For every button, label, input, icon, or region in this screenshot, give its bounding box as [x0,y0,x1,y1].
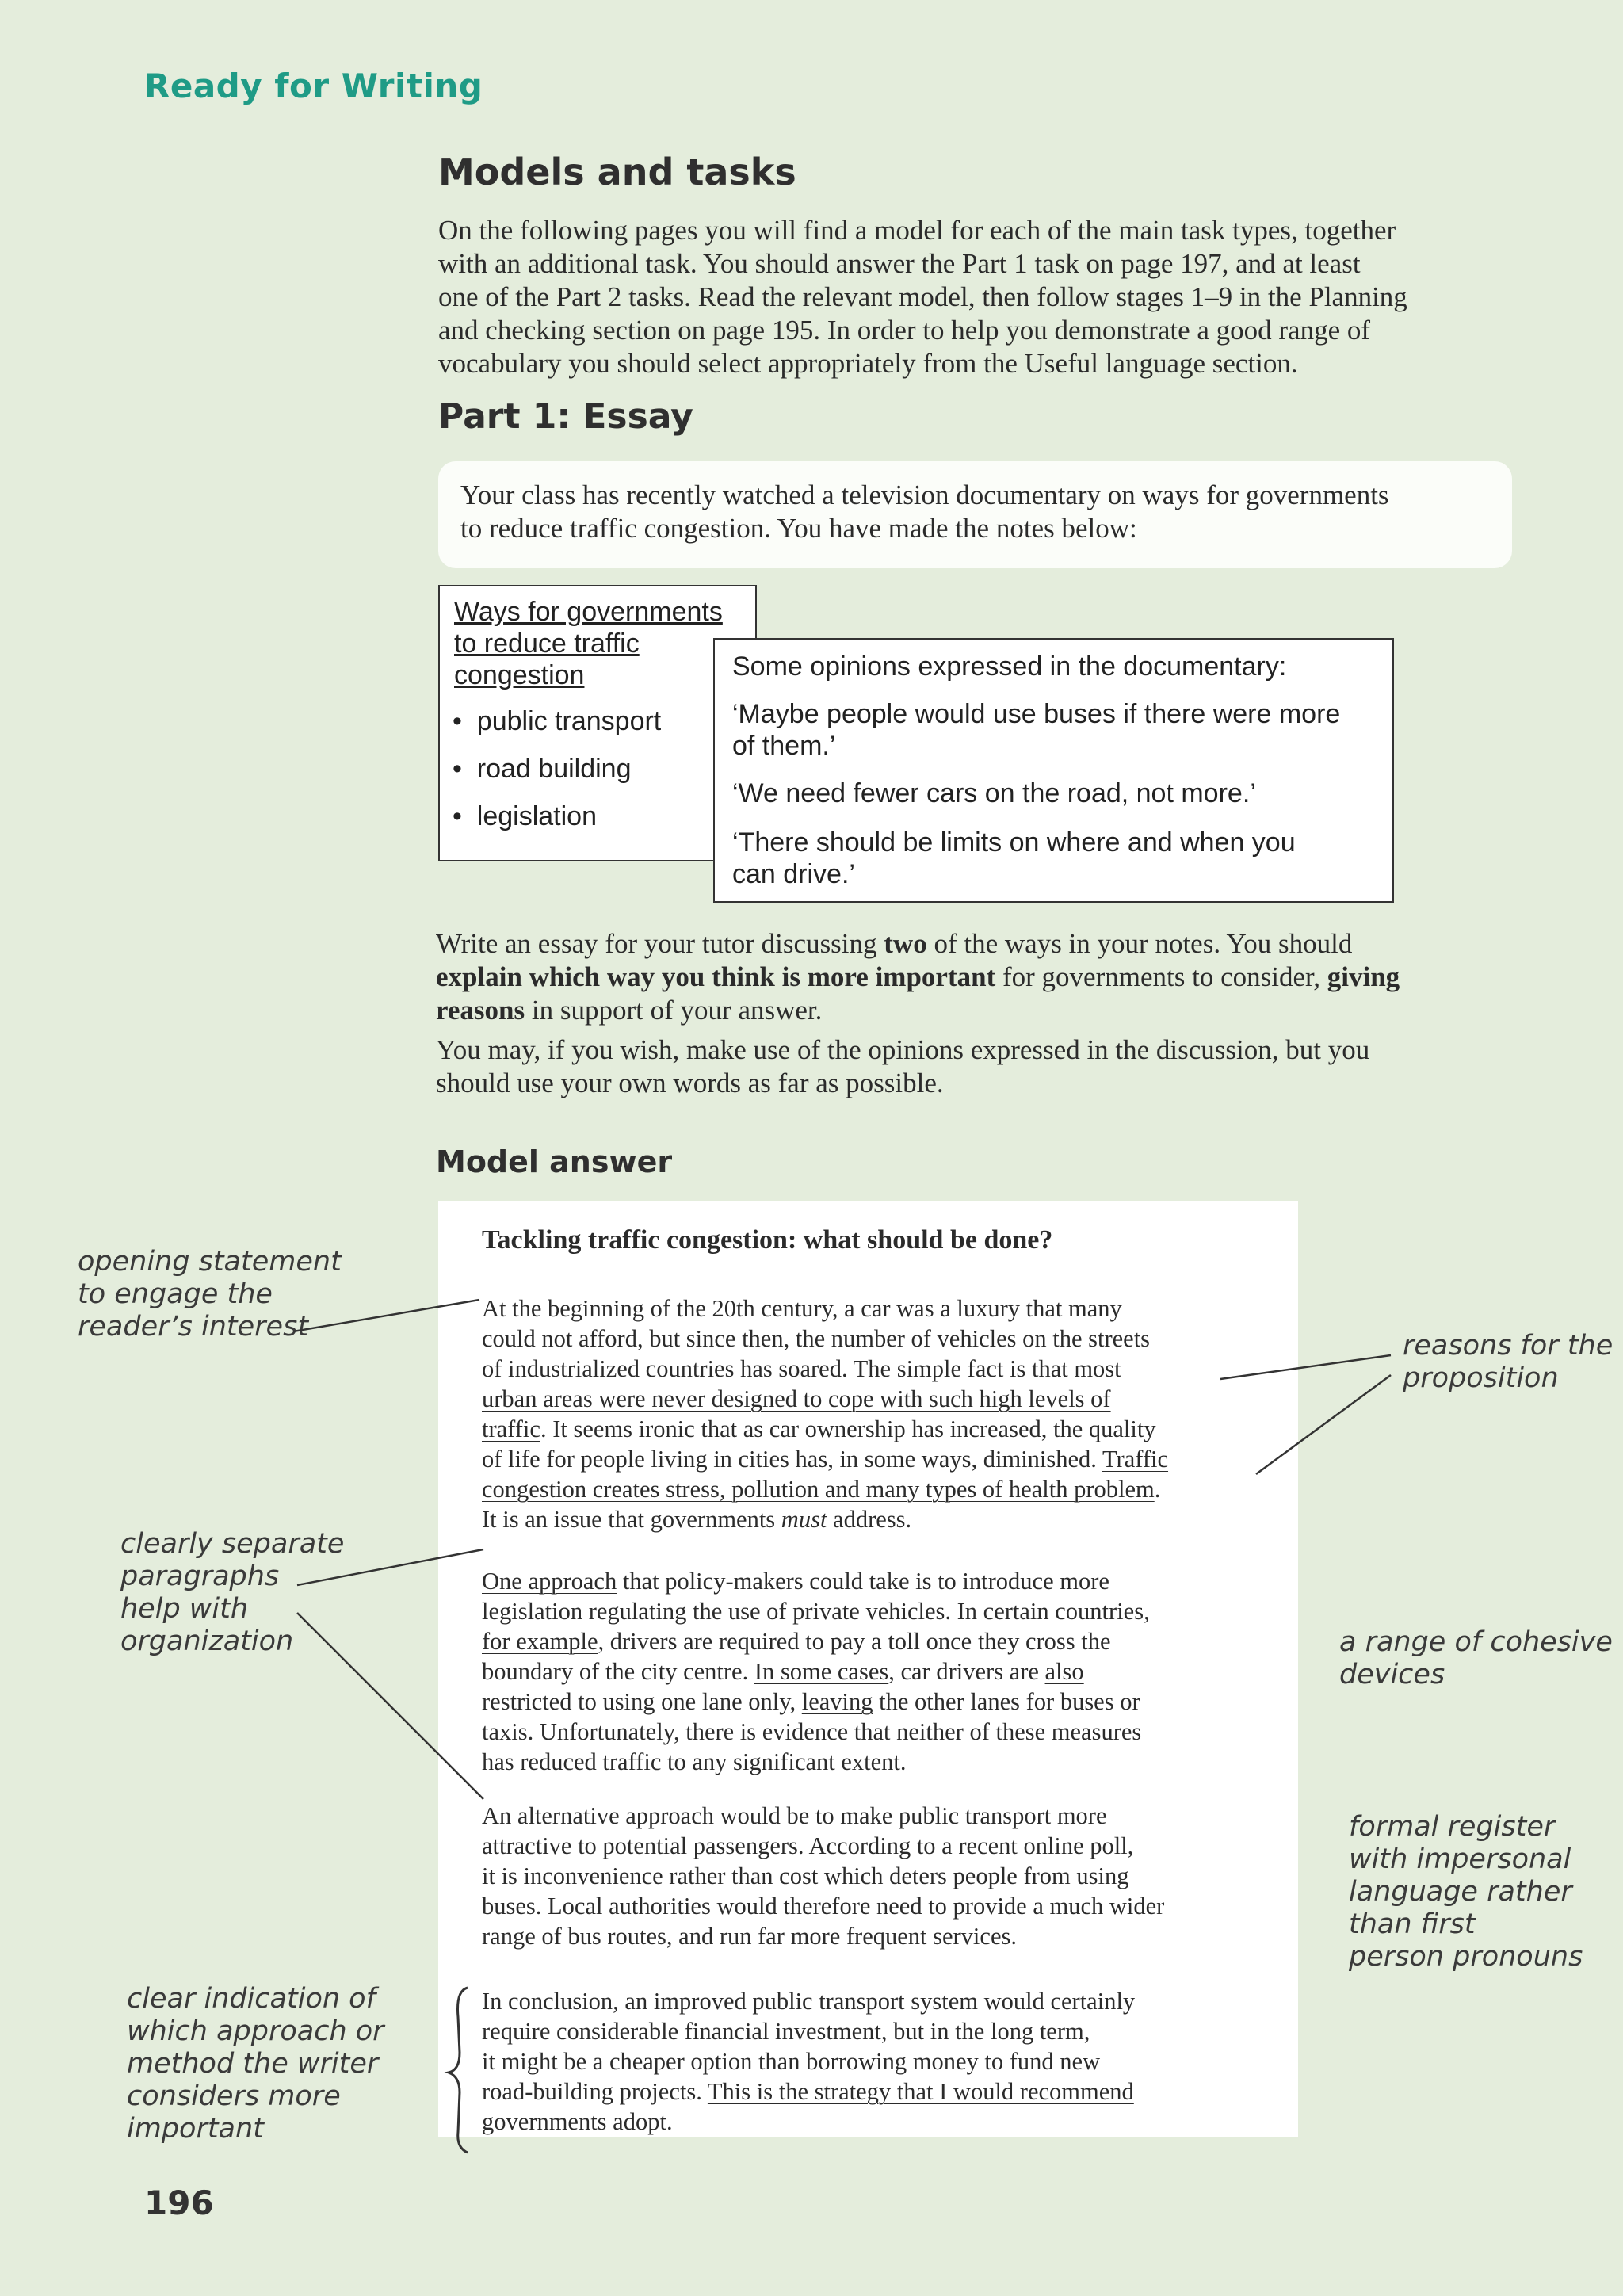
model-answer-heading: Model answer [436,1144,673,1179]
annotation-conclusion: clear indication of which approach or method the writer considers more important [127,1983,384,2145]
pointer-line-paragraphs-1 [297,1549,483,1585]
notes-heading-line: congestion [454,660,585,690]
opinions-heading: Some opinions expressed in the documentary: [732,651,1287,682]
essay-paragraph-3: An alternative approach would be to make public transport more attractive to potential passengers. According to a recent online poll, it is inconvenience rather than cost which deters people from using buses. Local authorities would therefore need to provide a much wider range of bus routes, and run far more frequent services. [482,1802,1165,1950]
annotation-opening-statement: opening statement to engage the reader’s interest [78,1246,342,1343]
models-heading: Models and tasks [438,151,796,193]
essay-title: Tackling traffic congestion: what should be done? [482,1225,1053,1255]
annotation-cohesive-devices: a range of cohesive devices [1339,1626,1613,1690]
annotation-paragraphs: clearly separate paragraphs help with organization [120,1528,345,1657]
instruction-line: should use your own words as far as possible. [436,1068,944,1098]
essay-paragraph-1: At the beginning of the 20th century, a car was a luxury that many could not afford, but since then, the number of vehicles on the streets of industrialized countries has soared. The simple fact is that most urban areas were never designed to cope with such high levels of traffic. It seems ironic that as car ownership has increased, the quality of life for people living in cities has, in some ways, diminished. Traffic congestion creates stress, pollution and many types of health problem. It is an issue that governments must address. [482,1295,1169,1533]
instruction-line: You may, if you wish, make use of the opinions expressed in the discussion, but you [436,1034,1370,1065]
intro-line: On the following pages you will find a model for each of the main task types, together [438,215,1396,246]
notes-list-item: • legislation [453,801,598,831]
essay-paragraph-2: One approach that policy-makers could take is to introduce more legislation regulating the use of private vehicles. In certain countries, for example, drivers are required to pay a toll once they cross the boundary of the city centre. In some cases, car drivers are also restricted to using one lane only, leaving the other lanes for buses or taxis. Unfortunately, there is evidence that neither of these measures has reduced traffic to any significant extent. [482,1568,1150,1775]
conclusion-bracket [449,1988,468,2153]
instruction-line: Write an essay for your tutor discussing two of the ways in your notes. You should [436,928,1353,959]
intro-line: one of the Part 2 tasks. Read the relevant model, then follow stages 1–9 in the Planning [438,281,1407,312]
pointer-line-opening [293,1300,479,1331]
quote-line: ‘Maybe people would use buses if there were more [732,699,1341,729]
instruction-line: explain which way you think is more important for governments to consider, giving [436,961,1400,992]
notes-heading-line: Ways for governments [454,597,723,627]
pointer-line-paragraphs-2 [297,1613,483,1799]
notes-heading-line: to reduce traffic [454,628,640,659]
pointer-line-reasons-2 [1256,1375,1391,1474]
section-title: Ready for Writing [144,67,483,105]
annotation-formal-register: formal register with impersonal language rather than first person pronouns [1349,1811,1583,1973]
intro-line: vocabulary you should select appropriately from the Useful language section. [438,348,1298,379]
part1-heading: Part 1: Essay [438,396,693,437]
pointer-line-reasons-1 [1220,1355,1391,1379]
notes-item-text: legislation [476,801,598,831]
annotation-reasons: reasons for the proposition [1403,1330,1613,1394]
page-number: 196 [144,2183,214,2222]
intro-line: with an additional task. You should answer the Part 1 task on page 197, and at least [438,248,1361,279]
instruction-line: reasons in support of your answer. [436,995,823,1026]
essay-paragraph-4: In conclusion, an improved public transport system would certainly require considerable financial investment, but in the long term, it might be a cheaper option than borrowing money to fund new road-building projects. This is the strategy that I would recommend governments adopt. [482,1988,1136,2135]
intro-line: and checking section on page 195. In order to help you demonstrate a good range of [438,315,1371,346]
quote-line: ‘There should be limits on where and when you [732,827,1296,858]
task-line: Your class has recently watched a television documentary on ways for governments [460,479,1389,510]
quote-line: ‘We need fewer cars on the road, not more.’ [732,778,1256,808]
quote-line: of them.’ [732,731,836,761]
notes-item-text: road building [476,754,632,784]
notes-item-text: public transport [476,706,662,736]
notes-list-item: • road building [453,754,632,784]
quote-line: can drive.’ [732,859,855,889]
notes-list-item: • public transport [453,706,662,736]
task-line: to reduce traffic congestion. You have made the notes below: [460,513,1137,544]
